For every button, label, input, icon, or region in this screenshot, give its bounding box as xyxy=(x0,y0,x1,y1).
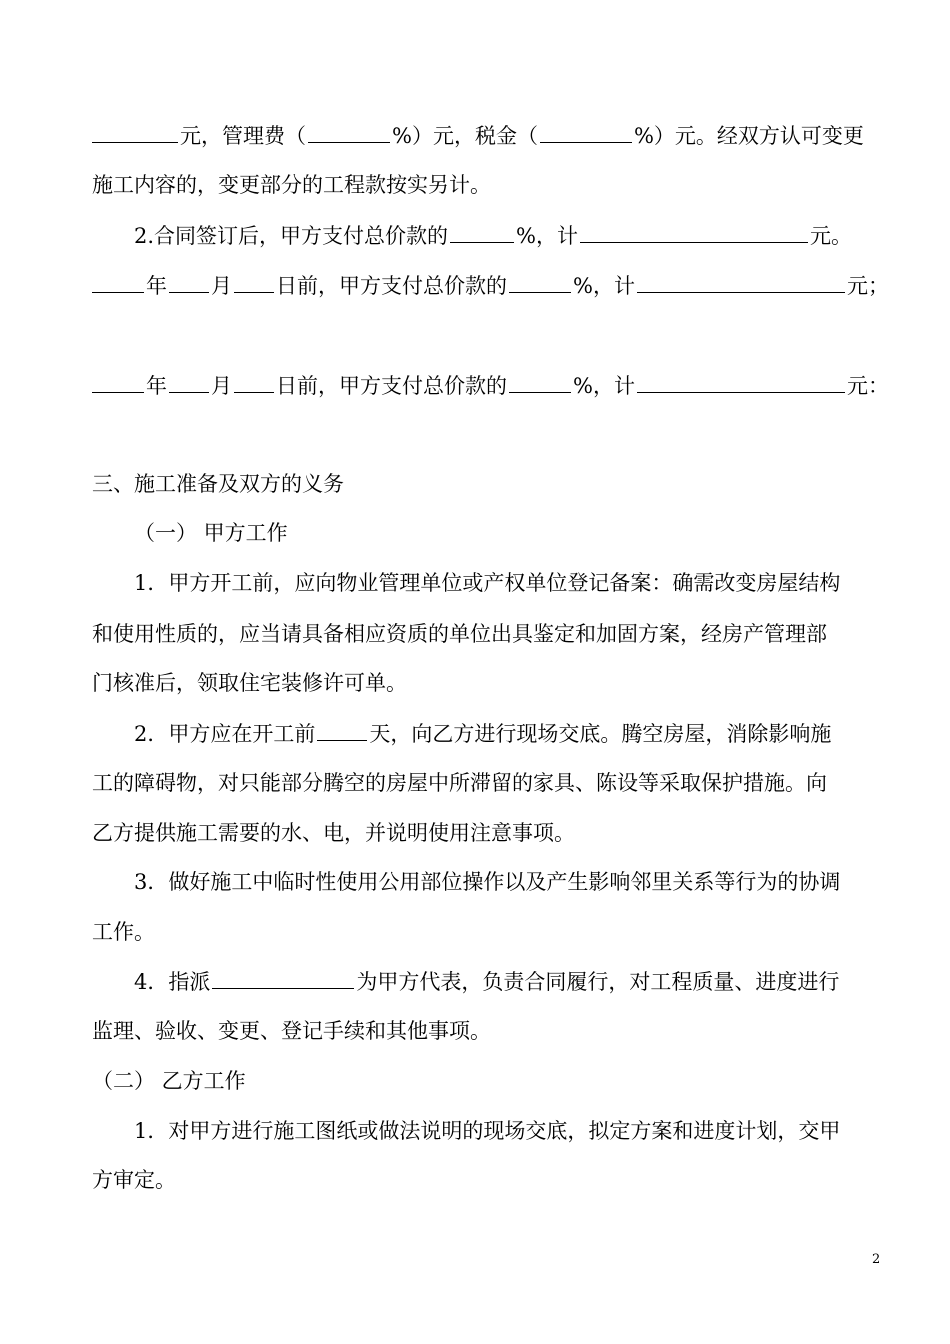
clause-text: 工作。 xyxy=(92,920,155,944)
text-line xyxy=(92,118,882,152)
section-heading xyxy=(92,467,882,501)
subsection-heading xyxy=(92,1064,882,1098)
fill-blank xyxy=(540,118,632,143)
fill-blank xyxy=(509,368,571,393)
text-line xyxy=(92,666,882,700)
clause-text: 监理、验收、变更、登记手续和其他事项。 xyxy=(92,1019,491,1043)
clause-text: 门核准后，领取住宅装修许可单。 xyxy=(92,671,407,695)
text-line xyxy=(134,964,882,998)
date-label: 年 xyxy=(146,274,167,298)
clause-text: %，计 xyxy=(516,224,579,248)
clause-text: 为甲方代表，负责合同履行，对工程质量、进度进行 xyxy=(356,970,840,994)
clause-text: 日前，甲方支付总价款的 xyxy=(276,274,507,298)
fill-blank xyxy=(637,368,845,393)
clause-text: 工的障碍物，对只能部分腾空的房屋中所滞留的家具、陈设等采取保护措施。向 xyxy=(92,771,827,795)
text-line xyxy=(134,1114,882,1148)
text-line xyxy=(134,566,882,600)
clause-text: 天，向乙方进行现场交底。腾空房屋，消除影响施 xyxy=(369,722,832,746)
clause-text: 乙方提供施工需要的水、电，并说明使用注意事项。 xyxy=(92,821,575,845)
clause-text: 元； xyxy=(846,274,889,298)
text-line xyxy=(134,716,882,750)
text-line xyxy=(92,1014,882,1048)
clause-text: 3．做好施工中临时性使用公用部位操作以及产生影响邻里关系等行为的协调 xyxy=(134,870,841,894)
fill-blank xyxy=(450,218,514,243)
clause-text: 元： xyxy=(846,374,889,398)
date-label: 月 xyxy=(211,374,232,398)
clause-text: 日前，甲方支付总价款的 xyxy=(276,374,507,398)
text-line xyxy=(92,1163,882,1197)
fill-blank xyxy=(92,368,144,393)
date-label: 年 xyxy=(146,374,167,398)
fill-blank xyxy=(92,268,144,293)
text-line xyxy=(92,168,882,202)
text-line xyxy=(92,617,882,651)
clause-text: 4．指派 xyxy=(134,970,211,994)
date-label: 月 xyxy=(211,274,232,298)
clause-text: %，计 xyxy=(573,374,635,398)
fill-blank xyxy=(234,368,274,393)
subsection-heading-text: （一） 甲方工作 xyxy=(134,521,288,545)
fill-blank xyxy=(580,218,808,243)
fill-blank xyxy=(637,268,845,293)
clause-text: 1．甲方开工前，应向物业管理单位或产权单位登记备案：确需改变房屋结构 xyxy=(134,571,841,595)
page-number: 2 xyxy=(872,1252,881,1267)
clause-text: 1．对甲方进行施工图纸或做法说明的现场交底，拟定方案和进度计划，交甲 xyxy=(134,1119,841,1143)
paragraph-text: 施工内容的，变更部分的工程款按实另计。 xyxy=(92,173,491,197)
fill-blank xyxy=(509,268,571,293)
clause-text: 2．甲方应在开工前 xyxy=(134,722,316,746)
fill-blank xyxy=(92,118,178,143)
clause-text: 2.合同签订后，甲方支付总价款的 xyxy=(134,224,449,248)
fill-blank xyxy=(212,964,354,989)
subsection-heading xyxy=(134,516,882,550)
fill-blank xyxy=(308,118,390,143)
fill-blank xyxy=(169,368,209,393)
fill-blank xyxy=(234,268,274,293)
clause-text: 和使用性质的，应当请具备相应资质的单位出具鉴定和加固方案，经房产管理部 xyxy=(92,622,827,646)
text-line xyxy=(92,218,882,252)
clause-text: 元。 xyxy=(810,224,853,248)
line-segment: 元，管理费（ %）元，税金（ %）元。经双方认可变更 xyxy=(92,118,864,152)
subsection-heading-text: （二） 乙方工作 xyxy=(92,1069,246,1093)
fill-blank xyxy=(317,716,367,741)
clause-text: %，计 xyxy=(573,274,635,298)
text-line xyxy=(134,865,882,899)
text-line xyxy=(92,915,882,949)
text-line xyxy=(92,766,882,800)
section-heading-text: 三、施工准备及双方的义务 xyxy=(92,472,344,496)
clause-text: 方审定。 xyxy=(92,1168,176,1192)
text-line xyxy=(92,816,882,850)
text-line xyxy=(92,368,889,402)
fill-blank xyxy=(169,268,209,293)
text-line xyxy=(92,268,889,302)
